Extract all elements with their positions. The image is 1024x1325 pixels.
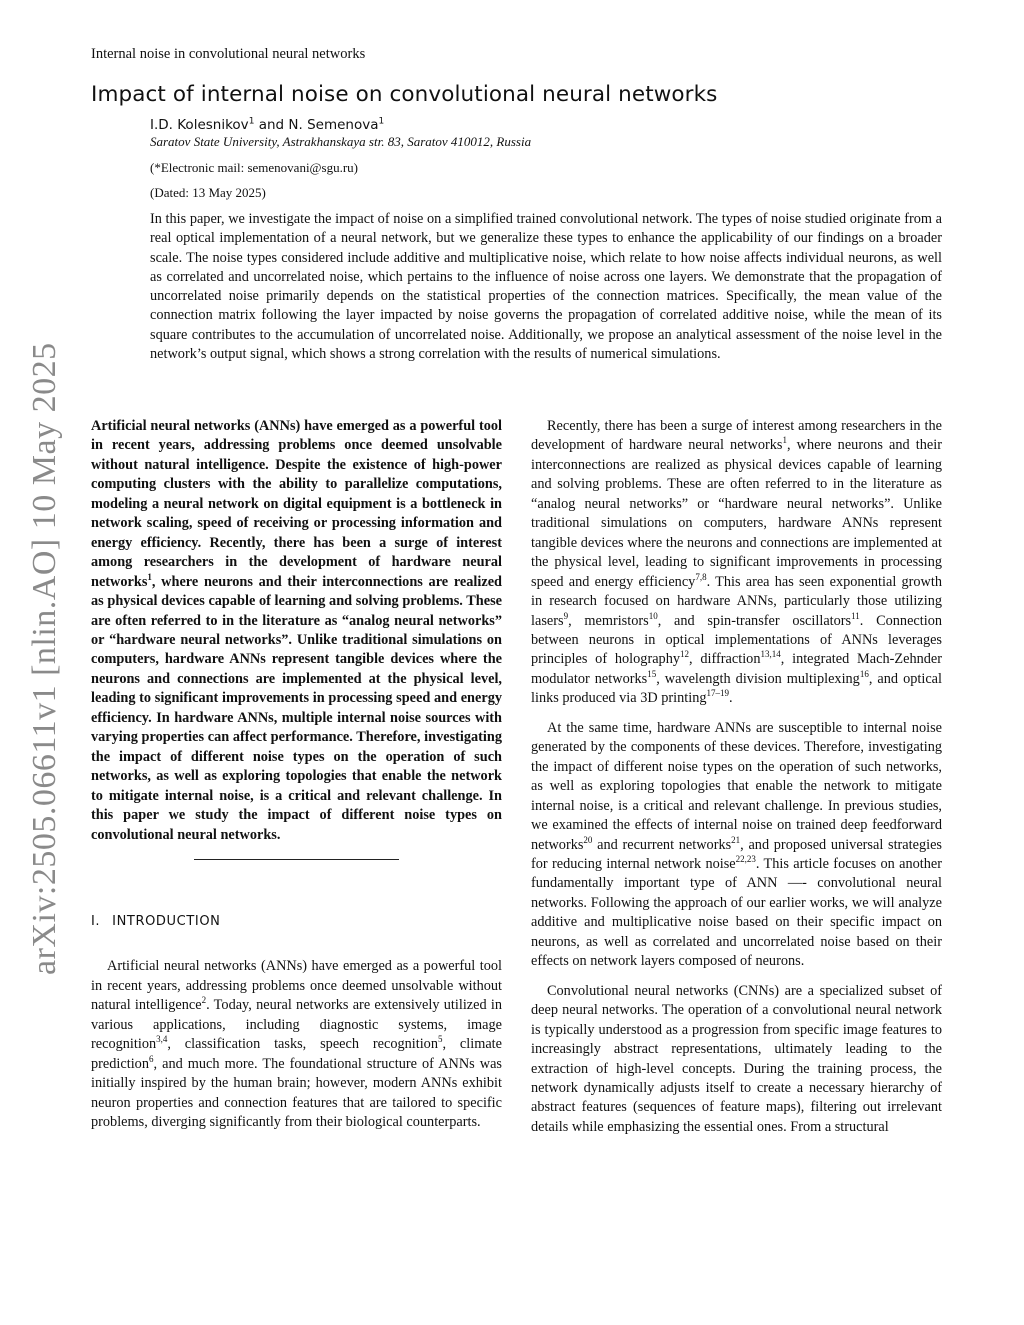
affiliation-marker: 1: [248, 116, 255, 127]
text-run: , where neurons and their interconnections are realized as physical devices capable of learning and solving problems. These are often referred to in the literature as “analog neural networks” or “hardware neural networks”. Unlike traditional simulations on computers, hardware ANNs represent tangible devices where the neurons and connections are implemented at the physical level, leading to significant improvements in processing speed and energy efficiency. In hardware ANNs, multiple internal noise sources with varying properties can affect performance. Therefore, investigating the impact of different noise types on the operation of such networks, as well as exploring topologies that enable the network to mitigate internal noise, is a critical and relevant challenge. In this paper we study the impact of different noise types on convolutional neural networks.: [91, 573, 502, 843]
abstract: In this paper, we investigate the impact of noise on a simplified trained convolutional network. The types of noise studied originate from a real optical implementation of a neural network, but we generalize these types to enhance the applicability of our findings on a broader scale. The noise types considered include additive and multiplicative noise, which relate to how noise affects individual neurons, as well as correlated and uncorrelated noise, which pertains to the influence of noise across one layers. We demonstrate that the propagation of uncorrelated noise primarily depends on the statistical properties of the connection matrices. Specifically, the mean value of the connection matrix following the layer impacted by noise governs the propagation of correlated additive noise, while the mean of its square contributes to the accumulation of uncorrelated noise. Additionally, we propose an analytical assessment of the noise level in the network’s output signal, which shows a strong correlation with the results of numerical simulations.: [150, 211, 942, 363]
date-line: (Dated: 13 May 2025): [150, 185, 266, 200]
text-run: .: [729, 690, 733, 707]
divider-rule: [194, 859, 399, 860]
citation: 11: [851, 610, 860, 621]
contact-email: (*Electronic mail: semenovani@sgu.ru): [150, 160, 358, 175]
author-name: N. Semenova: [288, 117, 379, 133]
text-run: , diffraction: [689, 651, 761, 668]
arxiv-identifier-stamp: arXiv:2505.06611v1 [nlin.AO] 10 May 2025: [26, 342, 63, 975]
text-run: , climate prediction: [91, 1036, 502, 1072]
text-run: . This article focuses on another fundamentally important type of ANN —- convolutional neural networks. Following the approach of our earlier works, we will analyze additive and multiplicative noise based on their specific impact on neurons, as well as correlated and uncorrelated noise based on their effects on network layers composed of neurons.: [531, 855, 942, 970]
text-run: and recurrent networks: [592, 836, 732, 853]
citation: 16: [859, 669, 869, 680]
text-run: Artificial neural networks (ANNs) have emerged as a powerful tool in recent years, addressing problems once deemed unsolvable without natural intelligence. Despite the existence of high-power computing clusters with the ability to parallelize computations, modeling a neural network on digital equipment is a bottleneck in network scaling, speed of receiving or processing information and energy efficiency. Recently, there has been a surge of interest among researchers in the development of hardware neural networks: [91, 418, 502, 590]
body-paragraph: [91, 957, 502, 1132]
bold-summary-paragraph: [91, 417, 502, 845]
section-title: INTRODUCTION: [112, 913, 221, 929]
citation: 20: [583, 834, 593, 845]
author-list: [150, 117, 384, 133]
text-run: , and optical links produced via 3D printing: [531, 670, 942, 707]
citation: 5: [437, 1034, 443, 1045]
affiliation: Saratov State University, Astrakhanskaya str. 83, Saratov 410012, Russia: [150, 134, 532, 149]
text-run: . Connection between neurons in optical implementations of ANNs leverages principles of holography: [531, 612, 943, 668]
text-run: Artificial neural networks (ANNs) have emerged as a powerful tool in recent years, addressing problems once deemed unsolvable without natural intelligence: [91, 958, 502, 1014]
citation: 3,4: [156, 1034, 168, 1045]
affiliation-marker: 1: [378, 116, 385, 127]
text-run: , wavelength division multiplexing: [656, 670, 860, 687]
author-conjunction: and: [254, 117, 289, 133]
citation: 17–19: [706, 688, 730, 699]
citation: 21: [731, 834, 741, 845]
body-paragraph: Convolutional neural networks (CNNs) are a specialized subset of deep neural networks. The operation of a convolutional neural network is typically understood as a progression from specific image features to increasingly abstract representations, ultimately leading to the extraction of high-level concepts. During the training process, the network dynamically adjusts itself to create a necessary hierarchy of abstract features (sequences of feature maps), filtering out irrelevant details while emphasizing the essential ones. From a structural: [531, 982, 942, 1135]
text-run: Recently, there has been a surge of interest among researchers in the development of hardware neural networks: [531, 418, 942, 454]
section-heading-introduction: [91, 912, 502, 931]
running-head: Internal noise in convolutional neural networks: [91, 46, 366, 62]
citation: 15: [647, 669, 657, 680]
citation: 2: [201, 995, 207, 1006]
citation: 13,14: [760, 649, 781, 660]
text-run: At the same time, hardware ANNs are susceptible to internal noise generated by the components of these devices. Therefore, investigating the impact of different noise types on the operation of such networks, as well as exploring topologies that enable the network to mitigate internal noise, is a critical and relevant challenge. In previous studies, we examined the effects of internal noise on trained deep feedforward networks: [531, 719, 942, 853]
body-paragraph: [531, 417, 942, 709]
citation: 6: [148, 1053, 154, 1064]
citation: 1: [147, 571, 152, 582]
citation: 1: [782, 435, 787, 446]
text-run: , and much more. The foundational structure of ANNs was initially inspired by the human brain; however, modern ANNs exhibit neuron properties and connection features that are tailored to specific problems, diverging significantly from their biological counterparts.: [91, 1055, 502, 1131]
text-run: . This area has seen exponential growth in research focused on hardware ANNs, particularly those utilizing lasers: [531, 573, 943, 629]
text-run: , memristors: [568, 612, 649, 629]
text-run: , and proposed universal strategies for reducing internal network noise: [531, 836, 942, 872]
citation: 7,8: [695, 571, 707, 582]
text-run: , classification tasks, speech recognition: [167, 1036, 438, 1053]
text-run: , and spin-transfer oscillators: [657, 612, 852, 629]
citation: 9: [563, 610, 569, 621]
text-run: , integrated Mach-Zehnder modulator networks: [531, 651, 942, 687]
citation: 10: [648, 610, 658, 621]
body-paragraph: [531, 719, 942, 972]
text-run: , where neurons and their interconnections are realized as physical devices capable of learning and solving problems. These are often referred to in the literature as “analog neural networks” or “hardware neural networks”. Unlike traditional simulations on computers, hardware ANNs represent tangible devices where the neurons and connections are implemented at the physical level, leading to significant improvements in processing speed and energy efficiency: [531, 437, 942, 590]
left-column: [91, 417, 502, 1143]
author-name: I.D. Kolesnikov: [150, 117, 249, 133]
section-number: I.: [91, 913, 101, 929]
citation: 12: [680, 649, 690, 660]
citation: 22,23: [735, 854, 756, 865]
right-column: [531, 417, 942, 1147]
paper-title: Impact of internal noise on convolutional neural networks: [91, 82, 718, 107]
text-run: . Today, neural networks are extensively utilized in various applications, including diagnostic systems, image recognition: [91, 997, 502, 1053]
